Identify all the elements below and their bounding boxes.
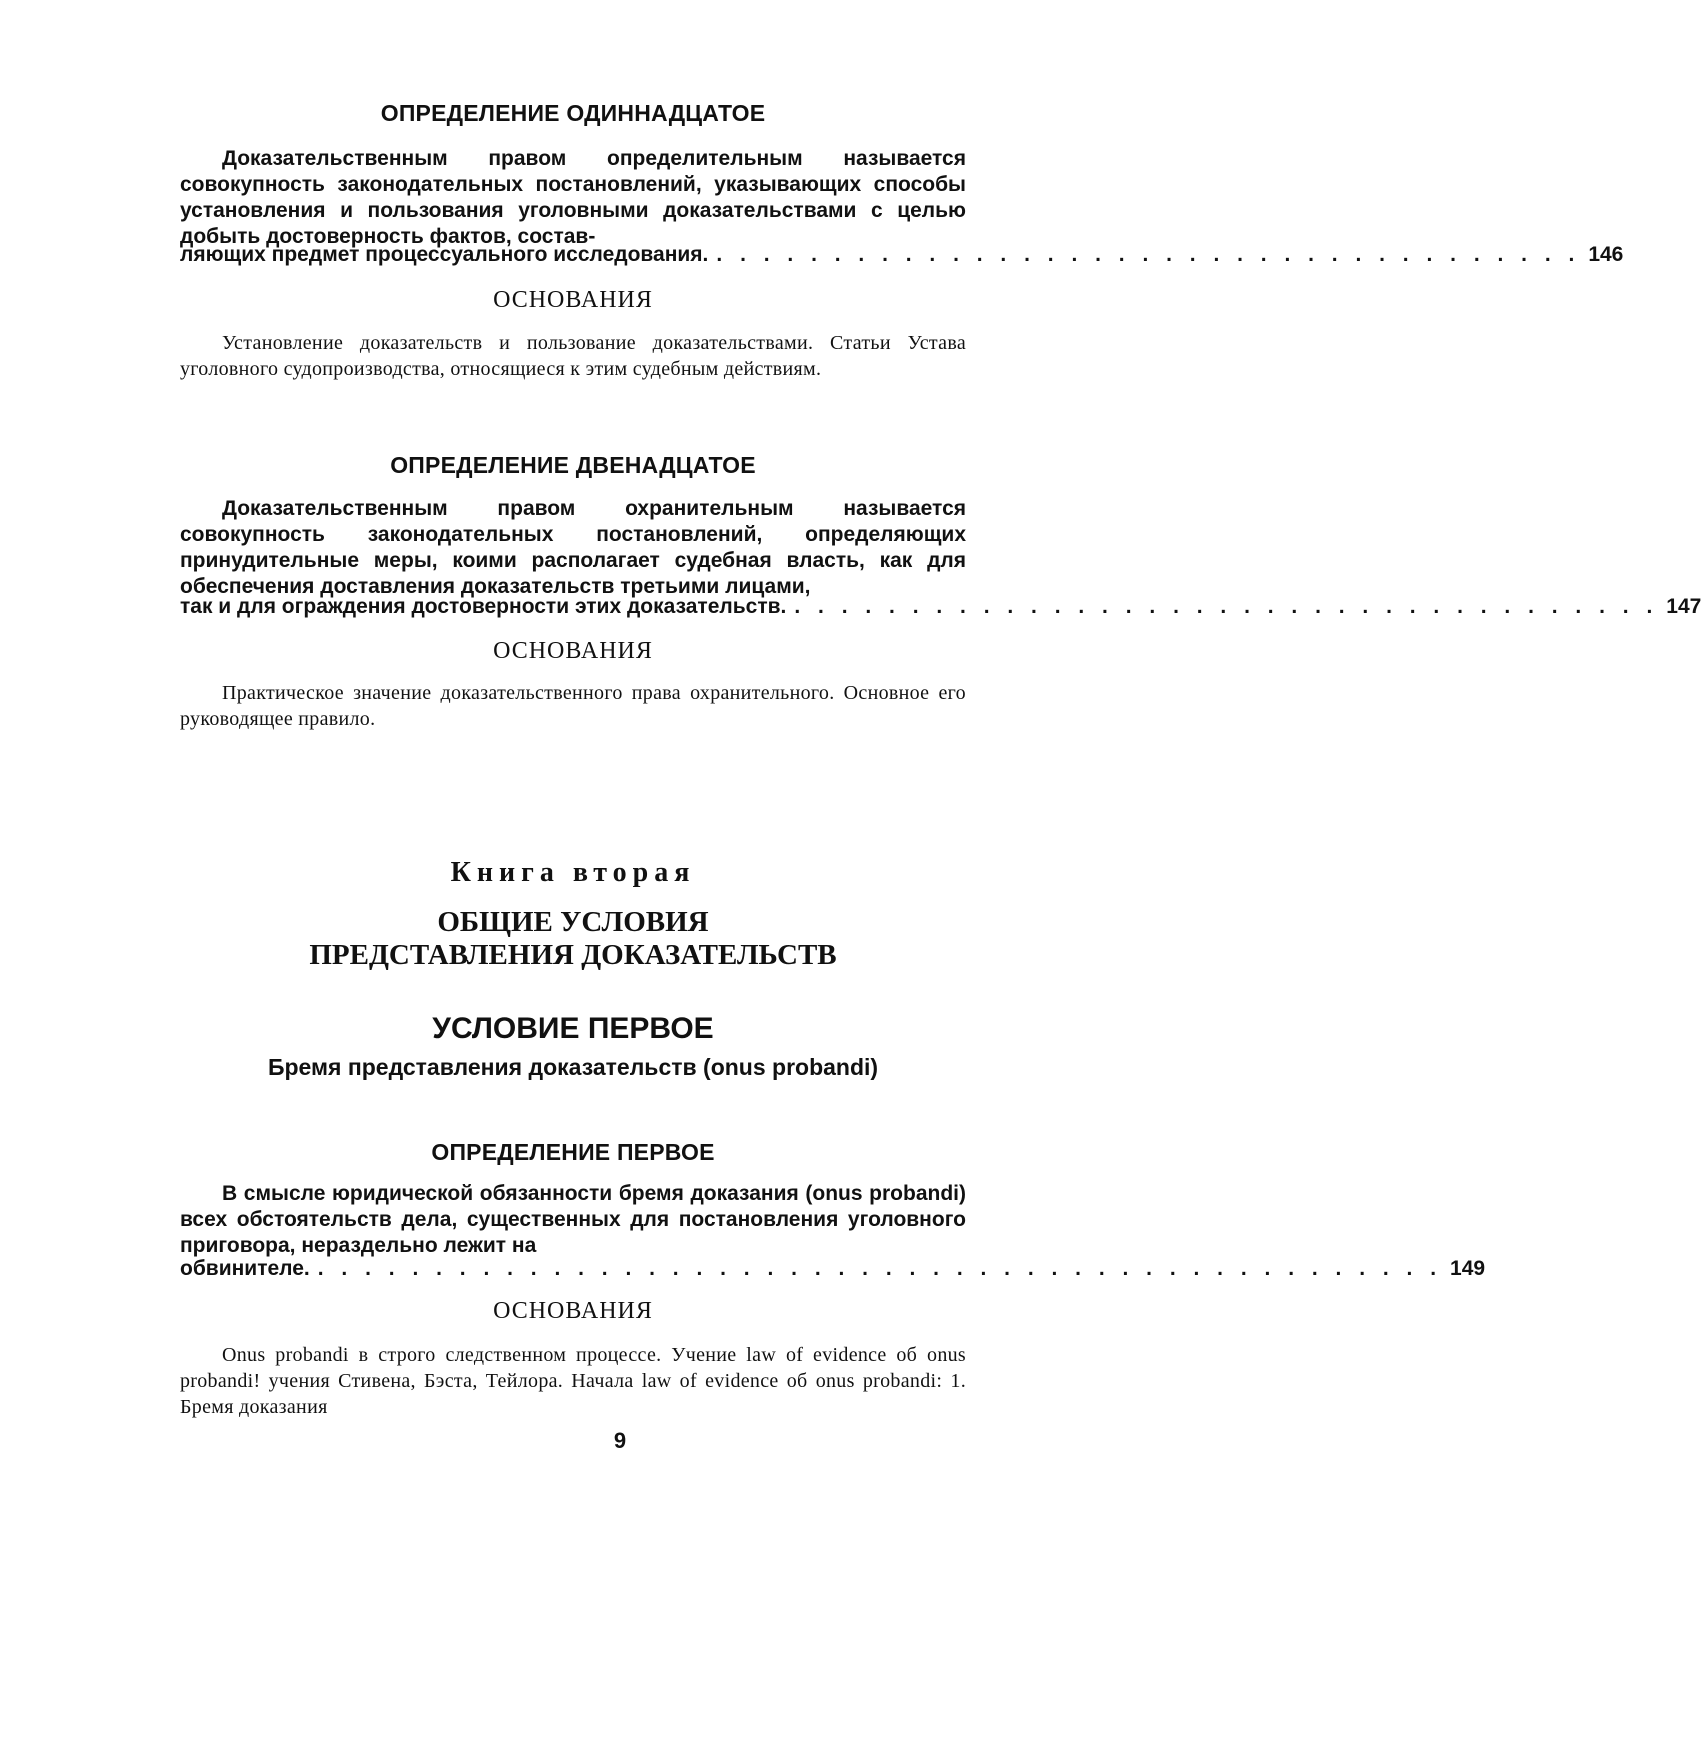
definition-1-grounds-heading: ОСНОВАНИЯ: [493, 1298, 653, 1324]
definition-12-body-block: [180, 496, 966, 600]
book-title-line-2: ПРЕДСТАВЛЕНИЯ ДОКАЗАТЕЛЬСТВ: [309, 939, 837, 971]
definition-12-heading: ОПРЕДЕЛЕНИЕ ДВЕНАДЦАТОЕ: [390, 452, 756, 478]
definition-12-page-ref: 147: [1666, 595, 1701, 618]
definition-12-grounds-heading: ОСНОВАНИЯ: [493, 638, 653, 664]
definition-12-last-text: так и для ограждения достоверности этих доказательств.: [180, 595, 787, 618]
definition-1-heading: ОПРЕДЕЛЕНИЕ ПЕРВОЕ: [431, 1139, 715, 1165]
condition-title: УСЛОВИЕ ПЕРВОЕ: [432, 1012, 714, 1045]
definition-12-body: Доказательственным правом охранительным называется совокупность законодательных постановлений, определяющих принудительные меры, коими располагает судебная власть, как для обеспечения доставления доказательств третьими лицами,: [180, 497, 966, 598]
condition-subtitle: Бремя представления доказательств (onus probandi): [267, 1054, 879, 1080]
definition-1-last-text: обвинителе.: [180, 1257, 310, 1280]
definition-11-last-line: [180, 242, 1624, 268]
leader-dots: . . . . . . . . . . . . . . . . . . . . . . . . . . . . . . . . . . . . .: [716, 243, 1581, 266]
definition-11-last-text: ляющих предмет процессуального исследования.: [180, 243, 709, 266]
definition-1-grounds: Onus probandi в строго следственном процессе. Учение law of evidence об onus probandi! учения Стивена, Бэста, Тейлора. Начала law of evidence об onus probandi: 1. Бремя доказания: [180, 1344, 966, 1418]
leader-dots: . . . . . . . . . . . . . . . . . . . . . . . . . . . . . . . . . . . . . . . . . . . . . . . .: [317, 1257, 1443, 1280]
definition-11-page-ref: 146: [1588, 243, 1624, 266]
definition-11-body-block: [180, 146, 966, 250]
leader-dots: . . . . . . . . . . . . . . . . . . . . . . . . . . . . . . . . . . . . .: [794, 595, 1659, 618]
definition-11-grounds: Установление доказательств и пользование доказательствами. Статьи Устава уголовного судопроизводства, относящиеся к этим судебным действиям.: [180, 332, 966, 380]
definition-1-last-line: [180, 1256, 1486, 1282]
definition-1-page-ref: 149: [1450, 1257, 1486, 1280]
book-label: Книга вторая: [450, 857, 696, 888]
definition-11-body: Доказательственным правом определительным называется совокупность законодательных постановлений, указывающих способы установления и пользования уголовными доказательствами с целью добыть достоверность фактов, состав-: [180, 147, 966, 248]
definition-11-grounds-block: [180, 330, 966, 382]
definition-12-last-line: [180, 594, 1701, 620]
book-title-line-1: ОБЩИЕ УСЛОВИЯ: [437, 906, 709, 938]
definition-12-grounds: Практическое значение доказательственного права охранительного. Основное его руководящее правило.: [180, 682, 966, 730]
definition-11-heading: ОПРЕДЕЛЕНИЕ ОДИННАДЦАТОЕ: [380, 100, 766, 126]
definition-11-grounds-heading: ОСНОВАНИЯ: [493, 287, 653, 313]
page-number: 9: [613, 1428, 627, 1453]
definition-12-grounds-block: [180, 680, 966, 732]
definition-1-body-block: [180, 1181, 966, 1259]
definition-1-grounds-block: [180, 1342, 966, 1420]
definition-1-body: В смысле юридической обязанности бремя доказания (onus probandi) всех обстоятельств дела, существенных для постановления уголовного приговора, нераздельно лежит на: [180, 1182, 966, 1257]
